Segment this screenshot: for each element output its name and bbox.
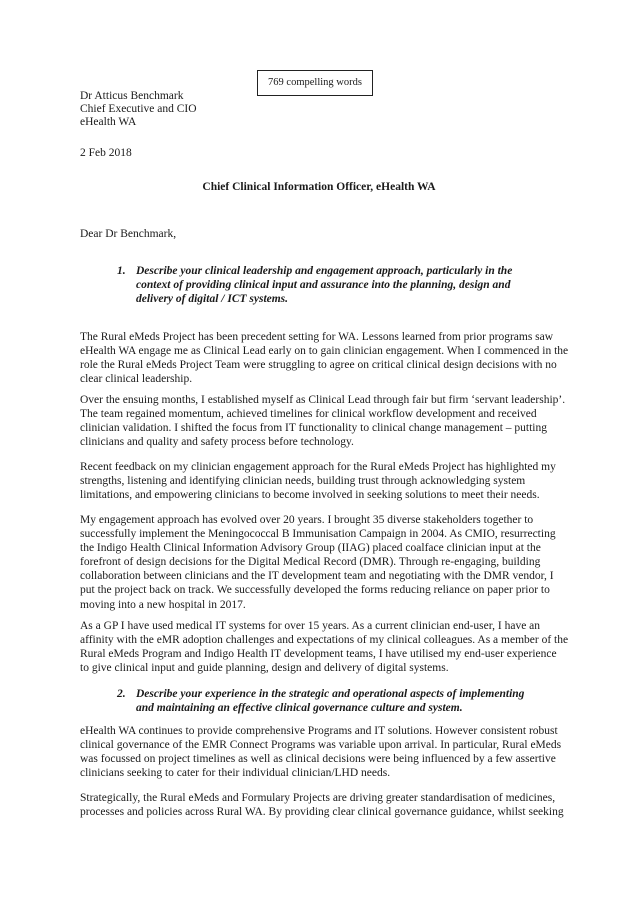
- question-line: Describe your clinical leadership and engagement approach, particularly in the: [136, 265, 513, 277]
- paragraph-line: forefront of design decisions for the Digital Medical Record (DMR). Through re-engaging, building: [80, 556, 541, 569]
- paragraph: [80, 460, 556, 502]
- paragraph-line: strengths, listening and identifying clinician needs, building trust through acknowledging system: [80, 475, 526, 488]
- paragraph-line: processes and policies across Rural WA. By providing clear clinical governance guidance, whilst seeking: [80, 806, 564, 819]
- paragraph-line: collaboration between clinicians and the IT development team and negotiating with the DMR vendor, I: [80, 570, 554, 583]
- paragraph: [80, 619, 568, 675]
- letter-title: Chief Clinical Information Officer, eHealth WA: [202, 181, 436, 193]
- paragraph-line: The Rural eMeds Project has been precedent setting for WA. Lessons learned from prior programs saw: [80, 331, 554, 343]
- paragraph-line: Strategically, the Rural eMeds and Formulary Projects are driving greater standardisation of medicines,: [80, 792, 556, 804]
- paragraph-line: was focussed on project timelines as well as clinical decisions were being influenced by a few assertive: [80, 753, 556, 766]
- paragraph-line: eHealth WA engage me as Clinical Lead early on to gain clinician engagement. When I commenced in the: [80, 345, 569, 358]
- sender-name: Dr Atticus Benchmark: [80, 90, 184, 102]
- paragraph-line: the Indigo Health Clinical Information Advisory Group (IIAG) placed coalface clinician input at the: [80, 542, 541, 555]
- paragraph: [80, 330, 568, 386]
- question-text: [136, 264, 512, 306]
- paragraph-line: Recent feedback on my clinician engagement approach for the Rural eMeds Project has highlighted my: [80, 461, 556, 473]
- paragraph: [80, 724, 561, 780]
- question-line: delivery of digital / ICT systems.: [136, 293, 289, 305]
- paragraph-line: affinity with the eMR adoption challenges and expectations of my clinical colleagues. As a member of the: [80, 634, 569, 647]
- question-text: [136, 687, 524, 715]
- paragraph-line: clinician validation. I shifted the focus from IT functionality to clinical change management – putting: [80, 422, 547, 435]
- paragraph-line: successfully implement the Meningococcal B Immunisation Campaign in 2004. As CMIO, resurrecting: [80, 528, 556, 541]
- paragraph: [80, 791, 564, 819]
- paragraph-line: Rural eMeds Program and Indigo Health IT development teams, I have utilised my end-user experience: [80, 648, 557, 661]
- paragraph-line: As a GP I have used medical IT systems for over 15 years. As a current clinician end-user, I have an: [80, 620, 541, 632]
- paragraph-line: to give clinical input and guide planning, design and delivery of digital systems.: [80, 662, 449, 675]
- question-line: and maintaining an effective clinical governance culture and system.: [136, 702, 463, 714]
- question-number: 2.: [117, 688, 126, 700]
- paragraph-line: clear clinical leadership.: [80, 373, 193, 386]
- paragraph-line: clinicians seeking to cater for their individual clinician/LHD needs.: [80, 767, 391, 780]
- paragraph-line: limitations, and empowering clinicians to become involved in seeking solutions to meet their needs.: [80, 489, 540, 502]
- paragraph-line: Over the ensuing months, I established myself as Clinical Lead through fair but firm ‘servant leadership’.: [80, 394, 566, 406]
- paragraph-line: The team regained momentum, achieved timelines for clinical workflow development and received: [80, 408, 537, 421]
- paragraph-line: moving into a new hospital in 2017.: [80, 598, 246, 611]
- paragraph: [80, 393, 565, 449]
- sender-org: eHealth WA: [80, 116, 137, 128]
- letter-date: 2 Feb 2018: [80, 147, 132, 159]
- paragraph-line: eHealth WA continues to provide comprehensive Programs and IT solutions. However consistent robust: [80, 725, 558, 737]
- paragraph-line: My engagement approach has evolved over 20 years. I brought 35 diverse stakeholders together to: [80, 514, 534, 526]
- paragraph-line: put the project back on track. We successfully developed the forms reducing reliance on paper prior to: [80, 584, 550, 597]
- greeting: Dear Dr Benchmark,: [80, 228, 177, 240]
- sender-block: [80, 90, 197, 129]
- word-count-box: 769 compelling words: [257, 70, 373, 96]
- question-line: context of providing clinical input and assurance into the planning, design and: [136, 279, 511, 291]
- question-line: Describe your experience in the strategic and operational aspects of implementing: [136, 688, 525, 700]
- paragraph-line: role the Rural eMeds Project Team were struggling to agree on critical clinical design decisions with no: [80, 359, 557, 372]
- paragraph-line: clinical governance of the EMR Connect Programs was variable upon arrival. In particular, Rural eMeds: [80, 739, 562, 752]
- sender-role: Chief Executive and CIO: [80, 103, 197, 115]
- question-number: 1.: [117, 265, 126, 277]
- paragraph-line: clinicians and quality and safety process before technology.: [80, 436, 354, 449]
- paragraph: [80, 513, 556, 612]
